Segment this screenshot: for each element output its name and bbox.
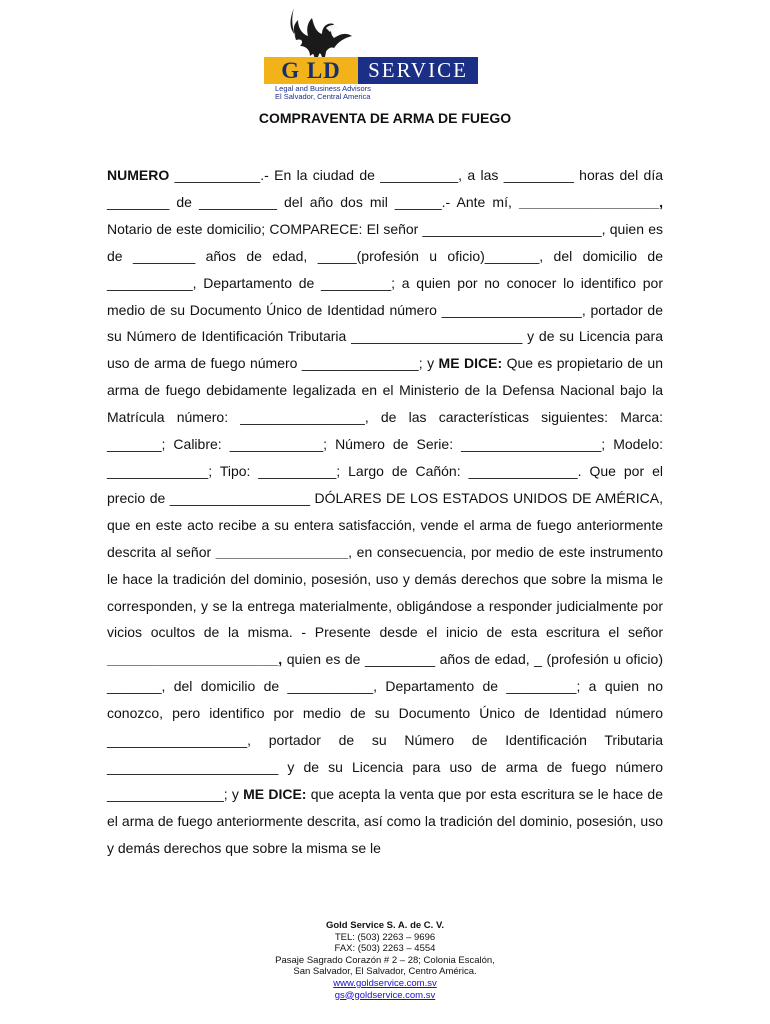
text-run: ___________.- En la ciudad de __________, a las _________ horas del día ________ de __________ del año dos mil ______.- Ante mí,	[107, 167, 663, 210]
footer	[0, 920, 770, 1001]
tagline-line-1: Legal and Business Advisors	[275, 84, 371, 93]
bold-text-run: NUMERO	[107, 167, 170, 183]
footer-company: Gold Service S. A. de C. V.	[325, 920, 445, 931]
footer-fax: FAX: (503) 2263 – 4554	[334, 943, 436, 955]
bold-text-run: ______________________,	[107, 651, 283, 668]
contract-body	[107, 162, 663, 862]
contract-paragraph	[107, 162, 663, 862]
logo-tagline	[275, 85, 371, 101]
footer-address-1: Pasaje Sagrado Corazón # 2 – 28; Colonia Escalón,	[275, 954, 495, 966]
bold-text-run: __________________,	[518, 193, 663, 210]
text-run: quien es de _________ años de edad, _ (profesión u oficio) _______, del domicilio de ___________, Departamento de _________; a quien no conozco, pero identifico por medio de su Documento Único de Identidad número __________________, portador de su Número de Identificación Tributaria ______________________ y de su Licencia para uso de arma de fuego número _______________; y	[107, 651, 663, 802]
bold-text-run: ME DICE:	[243, 785, 307, 802]
footer-website-link[interactable]: www.goldservice.com.sv	[333, 977, 437, 989]
text-run: , en consecuencia, por medio de este instrumento le hace la tradición del dominio, posesión, uso y demás derechos que sobre la misma le corresponden, y se la entrega materialmente, obligándose a responder judicialmente por vicios ocultos de la misma. - Presente desde el inicio de esta escritura el señor	[107, 543, 663, 641]
company-logo	[264, 6, 484, 101]
document-title: COMPRAVENTA DE ARMA DE FUEGO	[258, 110, 512, 126]
tagline-line-2: El Salvador, Central America	[275, 92, 371, 101]
text-run: Que es propietario de un arma de fuego debidamente legalizada en el Ministerio de la Defensa Nacional bajo la Matrícula número: ________________, de las características siguientes: Marca: _______; Calibre: ____________; Número de Serie: __________________; Modelo: _____________; Tipo: __________; Largo de Cañón: ______________. Que por el precio de __________________ DÓLARES DE LOS ESTADOS UNIDOS DE AMÉRICA, que en este acto recibe a su entera satisfacción, vende el arma de fuego anteriormente descrita al señor	[107, 355, 663, 560]
footer-tel: TEL: (503) 2263 – 9696	[334, 931, 436, 943]
text-run: que acepta la venta que por esta escritura se le hace de el arma de fuego anteriormente descrita, así como la tradición del dominio, posesión, uso y demás derechos que sobre la misma se le	[107, 785, 663, 856]
logo-gold-text: G LD	[264, 57, 358, 84]
footer-email-link[interactable]: gs@goldservice.com.sv	[334, 989, 436, 1001]
footer-address-2: San Salvador, El Salvador, Centro América.	[293, 966, 477, 978]
logo-service-text: SERVICE	[358, 57, 478, 84]
eagle-icon	[272, 6, 362, 64]
bold-text-run: _________________	[215, 543, 349, 560]
bold-text-run: ME DICE:	[438, 355, 503, 372]
text-run: Notario de este domicilio; COMPARECE: El señor _______________________, quien es de ________ años de edad, _____(profesión u oficio)_______, del domicilio de ___________, Departamento de _________; a quien por no conocer lo identifico por medio de su Documento Único de Identidad número __________________, portador de su Número de Identificación Tributaria ______________________ y de su Licencia para uso de arma de fuego número _______________; y	[107, 220, 663, 372]
